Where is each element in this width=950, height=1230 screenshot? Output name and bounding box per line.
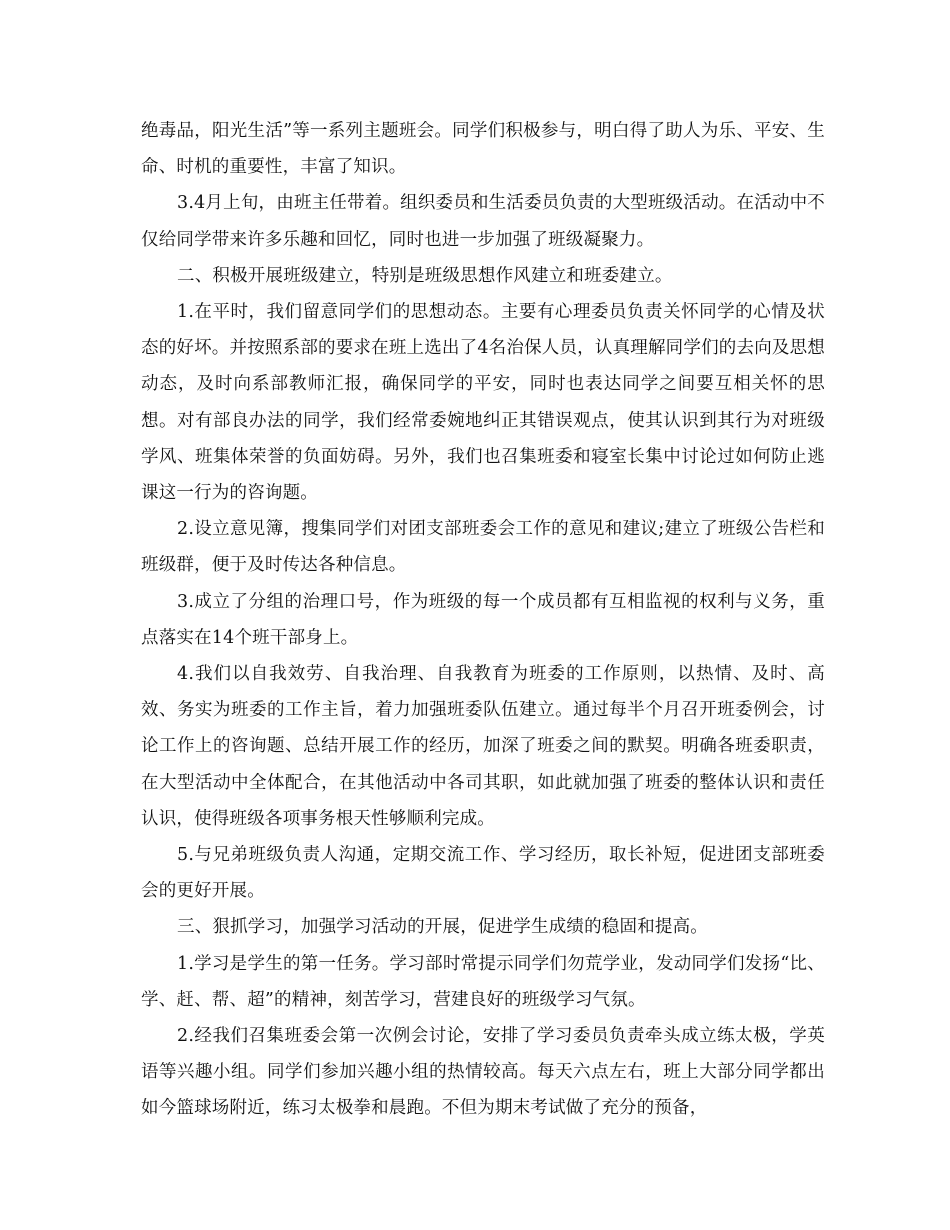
document-body	[141, 113, 825, 1127]
paragraph-6: 3.成立了分组的治理口号，作为班级的每一个成员都有互相监视的权利与义务，重点落实在14个班干部身上。	[141, 591, 825, 648]
paragraph-1: 绝毒品，阳光生活”等一系列主题班会。同学们积极参与，明白得了助人为乐、平安、生命、时机的重要性，丰富了知识。	[141, 121, 825, 178]
section-heading-3: 三、狠抓学习，加强学习活动的开展，促进学生成绩的稳固和提高。	[177, 917, 708, 938]
paragraph-4: 1.在平时，我们留意同学们的思想动态。主要有心理委员负责关怀同学的心情及状态的好坏。并按照系部的要求在班上选出了4名治保人员，认真理解同学们的去向及思想动态，及时向系部教师汇报，确保同学的平安，同时也表达同学之间要互相关怀的思想。对有部良办法的同学，我们经常委婉地纠正其错误观点，使其认识到其行为对班级学风、班集体荣誉的负面妨碍。另外，我们也召集班委和寝室长集中讨论过如何防止逃课这一行为的咨询题。	[141, 302, 825, 504]
paragraph-10: 1.学习是学生的第一任务。学习部时常提示同学们勿荒学业，发动同学们发扬“比、学、赶、帮、超”的精神，刻苦学习，营建良好的班级学习气氛。	[141, 953, 825, 1010]
section-heading-2: 二、积极开展班级建立，特别是班级思想作风建立和班委建立。	[177, 265, 673, 286]
paragraph-11: 2.经我们召集班委会第一次例会讨论，安排了学习委员负责牵头成立练太极，学英语等兴趣小组。同学们参加兴趣小组的热情较高。每天六点左右，班上大部分同学都出如今篮球场附近，练习太极拳和晨跑。不但为期末考试做了充分的预备，	[141, 1026, 825, 1119]
paragraph-8: 5.与兄弟班级负责人沟通，定期交流工作、学习经历，取长补短，促进团支部班委会的更好开展。	[141, 845, 825, 902]
paragraph-5: 2.设立意见簿，搜集同学们对团支部班委会工作的意见和建议;建立了班级公告栏和班级群，便于及时传达各种信息。	[141, 519, 825, 576]
paragraph-2: 3.4月上旬，由班主任带着。组织委员和生活委员负责的大型班级活动。在活动中不仅给同学带来许多乐趣和回忆，同时也进一步加强了班级凝聚力。	[141, 193, 825, 250]
paragraph-7: 4.我们以自我效劳、自我治理、自我教育为班委的工作原则，以热情、及时、高效、务实为班委的工作主旨，着力加强班委队伍建立。通过每半个月召开班委例会，讨论工作上的咨询题、总结开展工作的经历，加深了班委之间的默契。明确各班委职责，在大型活动中全体配合，在其他活动中各司其职，如此就加强了班委的整体认识和责任认识，使得班级各项事务根天性够顺利完成。	[141, 664, 825, 829]
